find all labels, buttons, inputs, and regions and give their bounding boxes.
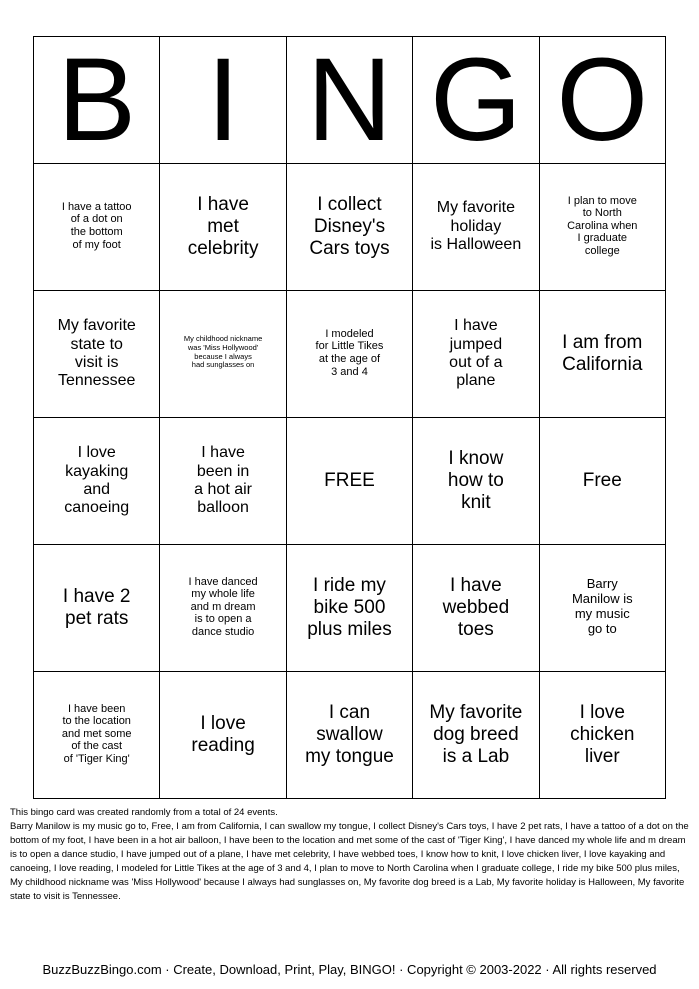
- bingo-cell: [160, 545, 286, 672]
- bingo-cell-text: I have jumped out of a plane: [449, 317, 503, 390]
- bingo-cell-text: I love kayaking and canoeing: [64, 444, 130, 517]
- bingo-cell: [160, 164, 286, 291]
- bingo-cell-text: I have been to the location and met some of the cast of 'Tiger King': [61, 702, 132, 766]
- bingo-cell-text: Free: [582, 470, 622, 492]
- bingo-cell: [539, 418, 665, 545]
- bingo-row: [34, 672, 666, 799]
- bingo-card: [33, 36, 666, 799]
- bingo-cell-text: I love chicken liver: [570, 702, 635, 767]
- bingo-cell-text: I have webbed toes: [442, 575, 510, 640]
- bingo-cell: [286, 164, 412, 291]
- bingo-cell: [539, 291, 665, 418]
- bingo-cell: [286, 291, 412, 418]
- bingo-cell-text: Barry Manilow is my music go to: [571, 576, 633, 637]
- bingo-cell-text: I am from California: [562, 332, 643, 375]
- bingo-cell: [539, 672, 665, 799]
- bingo-cell-text: My childhood nickname was 'Miss Hollywood' because I always had sunglasses on: [183, 334, 263, 370]
- bingo-cell-text: I have been in a hot air balloon: [194, 444, 252, 517]
- bingo-cell: [34, 545, 160, 672]
- bingo-row: [34, 164, 666, 291]
- header-letter-g: G: [413, 37, 539, 164]
- card-info-summary: This bingo card was created randomly from a total of 24 events.: [10, 807, 278, 818]
- bingo-cell: [539, 164, 665, 291]
- bingo-cell-text: My favorite holiday is Halloween: [430, 199, 522, 254]
- card-info: [10, 806, 690, 904]
- header-letter-o: O: [539, 37, 665, 164]
- bingo-cell-text: My favorite dog breed is a Lab: [429, 702, 523, 767]
- bingo-cell: [286, 672, 412, 799]
- bingo-cell-text: I plan to move to North Carolina when I graduate college: [567, 194, 638, 258]
- bingo-cell: [413, 164, 539, 291]
- header-letter-b: B: [34, 37, 160, 164]
- bingo-cell-text: My favorite state to visit is Tennessee: [57, 317, 136, 390]
- bingo-cell-text: I modeled for Little Tikes at the age of 3 and 4: [315, 327, 384, 378]
- bingo-cell-text: I know how to knit: [447, 448, 504, 513]
- bingo-cell-text: I have a tattoo of a dot on the bottom of my foot: [61, 200, 132, 251]
- bingo-row: [34, 545, 666, 672]
- bingo-cell-text: I can swallow my tongue: [305, 702, 394, 767]
- bingo-cell: [286, 545, 412, 672]
- card-info-event-list: Barry Manilow is my music go to, Free, I am from California, I can swallow my tongue, I collect Disney's Cars toys, I have 2 pet rats, I have a tattoo of a dot on the bottom of my foot, I have been in a hot air balloon, I have been to the location and met some of the cast of 'Tiger King', I have danced my whole life and m dream is to open a dance studio, I have jumped out of a plane, I have met celebrity, I have webbed toes, I know how to knit, I love chicken liver, I love kayaking and canoeing, I love reading, I modeled for Little Tikes at the age of 3 and 4, I plan to move to North Carolina when I graduate college, I ride my bike 500 plus miles, My childhood nickname was 'Miss Hollywood' because I always had sunglasses on, My favorite dog breed is a Lab, My favorite holiday is Halloween, My favorite state to visit is Tennessee.: [10, 821, 689, 902]
- site-footer: BuzzBuzzBingo.com · Create, Download, Print, Play, BINGO! · Copyright © 2003-2022 · All rights reserved: [42, 962, 657, 977]
- bingo-grid: [34, 164, 666, 799]
- bingo-row: [34, 291, 666, 418]
- bingo-cell-text: I collect Disney's Cars toys: [309, 194, 390, 259]
- bingo-cell: [160, 291, 286, 418]
- bingo-cell-text: I have danced my whole life and m dream is to open a dance studio: [188, 575, 258, 639]
- bingo-cell: [160, 418, 286, 545]
- bingo-cell: [413, 545, 539, 672]
- bingo-cell: [539, 545, 665, 672]
- bingo-row: [34, 418, 666, 545]
- bingo-cell: [34, 418, 160, 545]
- bingo-cell: [160, 672, 286, 799]
- bingo-header-row: [34, 37, 666, 164]
- bingo-cell: [413, 672, 539, 799]
- bingo-cell-text: I have met celebrity: [187, 194, 259, 259]
- bingo-cell: [413, 418, 539, 545]
- bingo-cell-text: I ride my bike 500 plus miles: [307, 575, 392, 640]
- bingo-cell: [286, 418, 412, 545]
- bingo-cell: [34, 164, 160, 291]
- bingo-cell: [34, 672, 160, 799]
- header-letter-i: I: [160, 37, 286, 164]
- bingo-cell-text: I have 2 pet rats: [62, 586, 131, 629]
- header-letter-n: N: [286, 37, 412, 164]
- bingo-cell: [413, 291, 539, 418]
- bingo-cell: [34, 291, 160, 418]
- bingo-cell-text: FREE: [324, 470, 375, 492]
- bingo-cell-text: I love reading: [191, 713, 255, 756]
